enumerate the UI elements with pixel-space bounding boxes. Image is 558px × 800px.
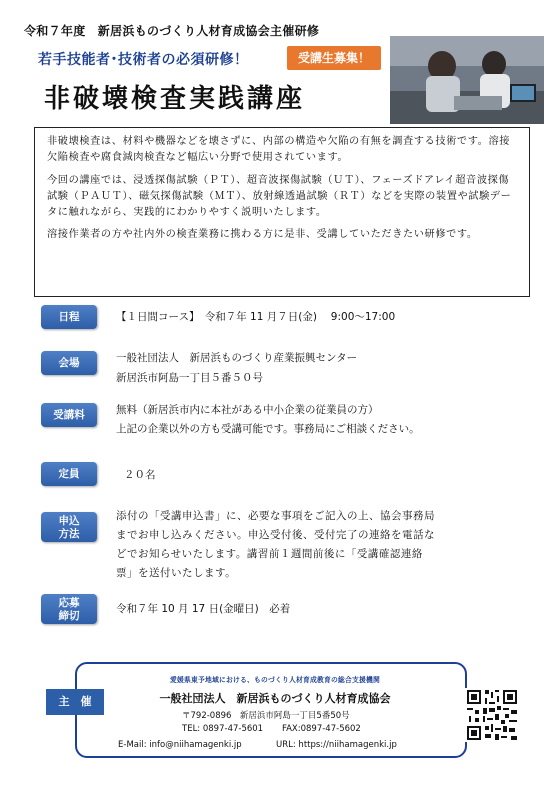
- capacity-text: ２０名: [124, 469, 156, 481]
- apply-method-label-line: 申込: [58, 515, 80, 527]
- recruiting-badge: 受講生募集！: [287, 46, 381, 70]
- page-title: 非破壊検査実践講座: [44, 84, 306, 114]
- deadline-label-line: 締切: [58, 610, 80, 622]
- deadline-text: 令和７年 10 月 17 日(金曜日) 必着: [116, 603, 291, 615]
- organizer-tel: TEL: 0897-47-5601: [182, 724, 264, 734]
- capacity-label: 定員: [41, 462, 97, 486]
- qr-code-icon[interactable]: [465, 688, 519, 742]
- organizer-tagline: 愛媛県東予地域における、ものづくり人材育成教育の総合支援機関: [170, 676, 380, 684]
- organizer-heading: 令和７年度 新居浜ものづくり人材育成協会主催研修: [24, 24, 320, 38]
- deadline-label: [41, 594, 97, 624]
- intro-paragraph: 溶接作業者の方や社内外の検査業務に携わる方に是非、受講していただきたい研修です。: [47, 229, 478, 241]
- deadline-label-line: 応募: [58, 597, 80, 609]
- apply-method-label-line: 方法: [58, 528, 80, 540]
- inspection-photo: [390, 36, 544, 124]
- organizer-label: 主 催: [46, 689, 104, 715]
- date-label: 日程: [41, 305, 97, 329]
- target-subtitle: 若手技能者･技術者の必須研修！: [38, 52, 249, 68]
- organizer-url[interactable]: URL: https://niihamagenki.jp: [276, 740, 397, 750]
- venue-label: 会場: [41, 351, 97, 375]
- date-text: 【１日間コース】 令和７年 11 月７日(金) 9:00～17:00: [116, 311, 396, 323]
- intro-paragraph: 非破壊検査は、材料や機器などを壊さずに、内部の構造や欠陥の有無を調査する技術です。溶接欠陥検査や腐食減肉検査など幅広い分野で使用されています。: [47, 136, 511, 164]
- organizer-name: 一般社団法人 新居浜ものづくり人材育成協会: [159, 692, 391, 705]
- intro-box: [34, 127, 530, 297]
- apply-line: までお申し込みください。申込受付後、受付完了の連絡を電話な: [116, 529, 435, 541]
- inspection-scene-image: [390, 36, 544, 124]
- apply-line: どでお知らせいたします。講習前１週間前後に「受講確認連絡: [116, 548, 423, 560]
- fee-note: 上記の企業以外の方も受講可能です。事務局にご相談ください。: [116, 423, 420, 435]
- organizer-fax: FAX:0897-47-5602: [282, 724, 361, 734]
- venue-name: 一般社団法人 新居浜ものづくり産業振興センター: [116, 352, 358, 364]
- organizer-email[interactable]: E-Mail: info@niihamagenki.jp: [118, 740, 242, 750]
- apply-line: 票」を送付いたします。: [116, 567, 237, 579]
- apply-method-label: [41, 512, 97, 542]
- venue-address: 新居浜市阿島一丁目５番５０号: [116, 372, 263, 384]
- intro-paragraph: 今回の講座では、浸透探傷試験（ＰＴ）、超音波探傷試験（ＵＴ）、フェーズドアレイ超音波探傷試験（ＰＡＵＴ）、磁気探傷試験（ＭＴ）、放射線透過試験（ＲＴ）などを実際の装置や試験データに触れながら、実践的にわかりやすく説明いたします。: [47, 174, 512, 219]
- organizer-address: 〒792-0896 新居浜市阿島一丁目5番50号: [182, 711, 350, 721]
- fee-line: 無料（新居浜市内に本社がある中小企業の従業員の方）: [116, 404, 379, 416]
- apply-line: 添付の「受講申込書」に、必要な事項をご記入の上、協会事務局: [116, 510, 435, 522]
- fee-label: 受講料: [41, 403, 97, 427]
